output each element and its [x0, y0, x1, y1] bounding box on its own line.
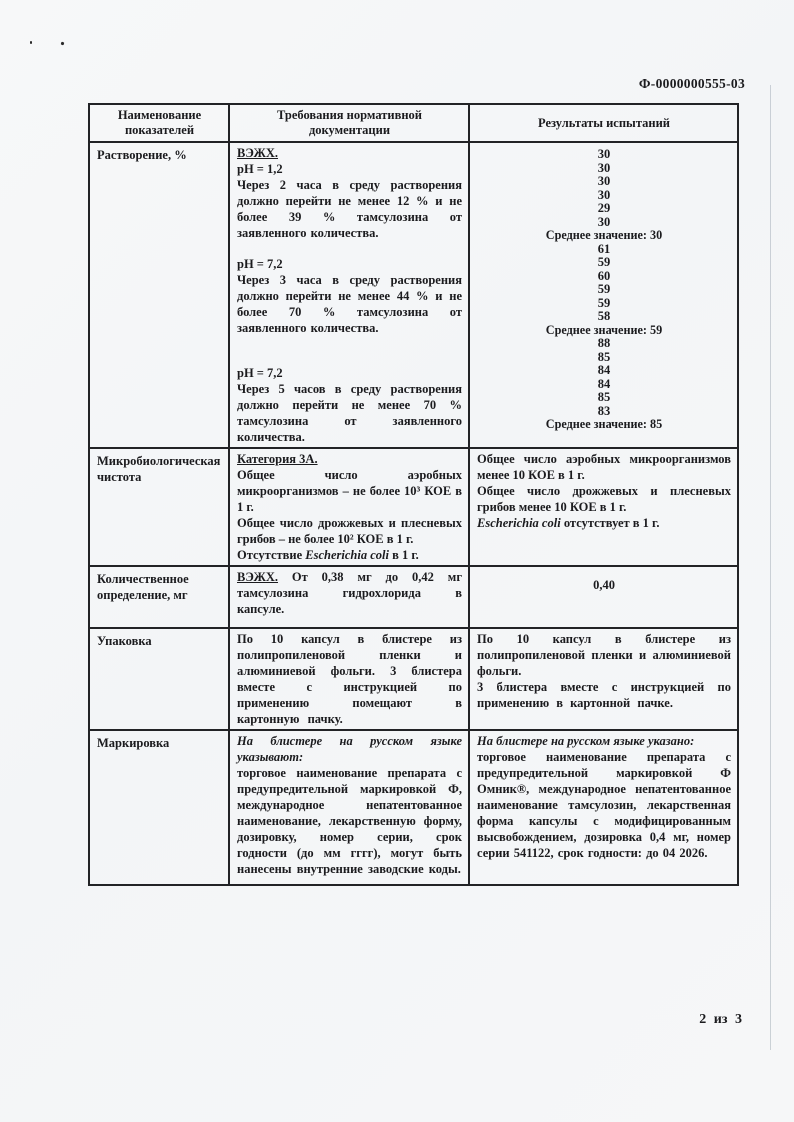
packaging-results-cell — [469, 628, 738, 730]
dissolution-req-block-1 — [237, 145, 462, 241]
table-row-marking — [89, 730, 738, 885]
col-header-requirements: Требования нормативной документации — [229, 104, 469, 142]
requirement-text: Общее число аэробных микроорганизмов – не более 10³ КОЕ в 1 г. — [237, 468, 462, 514]
latin-species-name: Escherichia coli — [477, 516, 561, 530]
dissolution-requirements-cell — [229, 142, 469, 448]
result-suffix: отсутствует в 1 г. — [560, 516, 660, 530]
test-results-table — [88, 103, 739, 886]
result-text: Общее число аэробных микроорганизмов менее 10 КОЕ в 1 г. — [477, 452, 731, 482]
result-value: 61 — [597, 241, 611, 256]
latin-species-name: Escherichia coli — [305, 548, 389, 562]
assay-req-text: От 0,38 мг до 0,42 мг тамсулозина гидрохлорида в капсуле. — [237, 570, 462, 616]
assay-label: Количественное определение, мг — [89, 566, 229, 628]
result-value: 85 — [597, 390, 611, 404]
result-value: 30 — [597, 187, 611, 202]
col-header-indicator-name: Наименование показателей — [89, 104, 229, 142]
marking-req-intro: На блистере на русском языке указывают: — [237, 734, 462, 764]
result-mean: Среднее значение: 85 — [545, 417, 663, 431]
ph-label: pH = 7,2 — [237, 257, 283, 271]
marking-results-cell — [469, 730, 738, 885]
dissolution-req-block-2 — [237, 256, 462, 336]
requirement-text: Общее число дрожжевых и плесневых грибов – не более 10² КОЕ в 1 г. — [237, 516, 462, 546]
dissolution-label: Растворение, % — [89, 142, 229, 448]
table-header-row — [89, 104, 738, 142]
result-value: 84 — [597, 376, 611, 391]
page-number: 2 из 3 — [699, 1012, 742, 1027]
microbiology-requirements-cell — [229, 448, 469, 566]
result-text: 3 блистера вместе с инструкцией по применению в картонной пачке. — [477, 680, 731, 710]
result-value: 84 — [597, 363, 611, 377]
result-value: 30 — [597, 160, 611, 175]
requirement-text: торговое наименование препарата с предупредительной маркировкой Ф, международное непатентованное наименование, лекарственную форму, дозировку, номер серии, срок годности (до мм гггг), могут быть нанесены внутренние заводские коды. — [237, 766, 462, 876]
result-value: 30 — [597, 214, 611, 229]
result-value: 59 — [597, 255, 611, 269]
result-mean: Среднее значение: 59 — [545, 322, 663, 337]
marking-label: Маркировка — [89, 730, 229, 885]
result-value: 29 — [597, 201, 611, 215]
dissolution-req-block-3 — [237, 365, 462, 445]
marking-res-intro: На блистере на русском языке указано: — [477, 734, 695, 748]
method-label: ВЭЖХ. — [237, 570, 279, 584]
assay-result-cell — [469, 566, 738, 628]
requirement-text: По 10 капсул в блистере из полипропиленовой пленки и алюминиевой фольги. 3 блистера вместе с инструкцией по применению помещают в картонную пачку. — [237, 632, 462, 726]
result-mean: Среднее значение: 30 — [545, 228, 663, 242]
ph-label: pH = 7,2 — [237, 366, 283, 380]
table-row-microbiology — [89, 448, 738, 566]
requirement-text — [237, 547, 462, 563]
result-value: 30 — [597, 174, 611, 188]
table-row-dissolution — [89, 142, 738, 448]
result-value: 88 — [597, 336, 611, 350]
result-text: По 10 капсул в блистере из полипропиленовой пленки и алюминиевой фольги. — [477, 632, 731, 678]
scan-edge-line — [770, 85, 771, 1050]
ph-label: pH = 1,2 — [237, 162, 283, 176]
result-value: 85 — [597, 349, 611, 364]
dissolution-results-cell — [469, 142, 738, 448]
form-number: Ф-0000000555-03 — [638, 76, 745, 91]
scan-speck — [30, 41, 32, 44]
method-label: ВЭЖХ. — [237, 146, 279, 160]
result-value: 58 — [597, 309, 611, 323]
assay-result-value: 0,40 — [593, 578, 615, 592]
req-suffix: в 1 г. — [388, 548, 419, 562]
result-value: 30 — [597, 147, 611, 161]
category-label: Категория 3А. — [237, 452, 318, 466]
result-text: торговое наименование препарата с предупредительной маркировкой Ф Омник®, международное непатентованное наименование тамсулозин, лекарственная форма капсулы с модифицированным высвобождением, дозировка 0,4 мг, номер серии 541122, срок годности: до 04 2026. — [477, 750, 731, 860]
result-value: 59 — [597, 282, 611, 296]
requirement-text: Через 5 часов в среду растворения должно перейти не менее 70 % тамсулозина от заявленного количества. — [237, 382, 462, 444]
scan-speck — [61, 42, 65, 46]
microbiology-label: Микробиологическая чистота — [89, 448, 229, 566]
requirement-text: Через 2 часа в среду растворения должно перейти не менее 12 % и не более 39 % тамсулозина от заявленного количества. — [237, 178, 462, 240]
table-row-packaging — [89, 628, 738, 730]
assay-requirements-cell — [229, 566, 469, 628]
req-prefix: Отсутствие — [237, 548, 306, 562]
result-value: 83 — [597, 403, 611, 418]
col-header-results: Результаты испытаний — [469, 104, 738, 142]
requirement-text — [237, 569, 462, 617]
table-row-assay — [89, 566, 738, 628]
result-text — [477, 515, 731, 531]
result-value: 59 — [597, 295, 611, 310]
result-text: Общее число дрожжевых и плесневых грибов менее 10 КОЕ в 1 г. — [477, 484, 731, 514]
microbiology-results-cell — [469, 448, 738, 566]
result-value: 60 — [597, 268, 611, 283]
requirement-text: Через 3 часа в среду растворения должно перейти не менее 44 % и не более 70 % тамсулозина от заявленного количества. — [237, 273, 462, 335]
marking-requirements-cell — [229, 730, 469, 885]
packaging-requirements-cell — [229, 628, 469, 730]
packaging-label: Упаковка — [89, 628, 229, 730]
